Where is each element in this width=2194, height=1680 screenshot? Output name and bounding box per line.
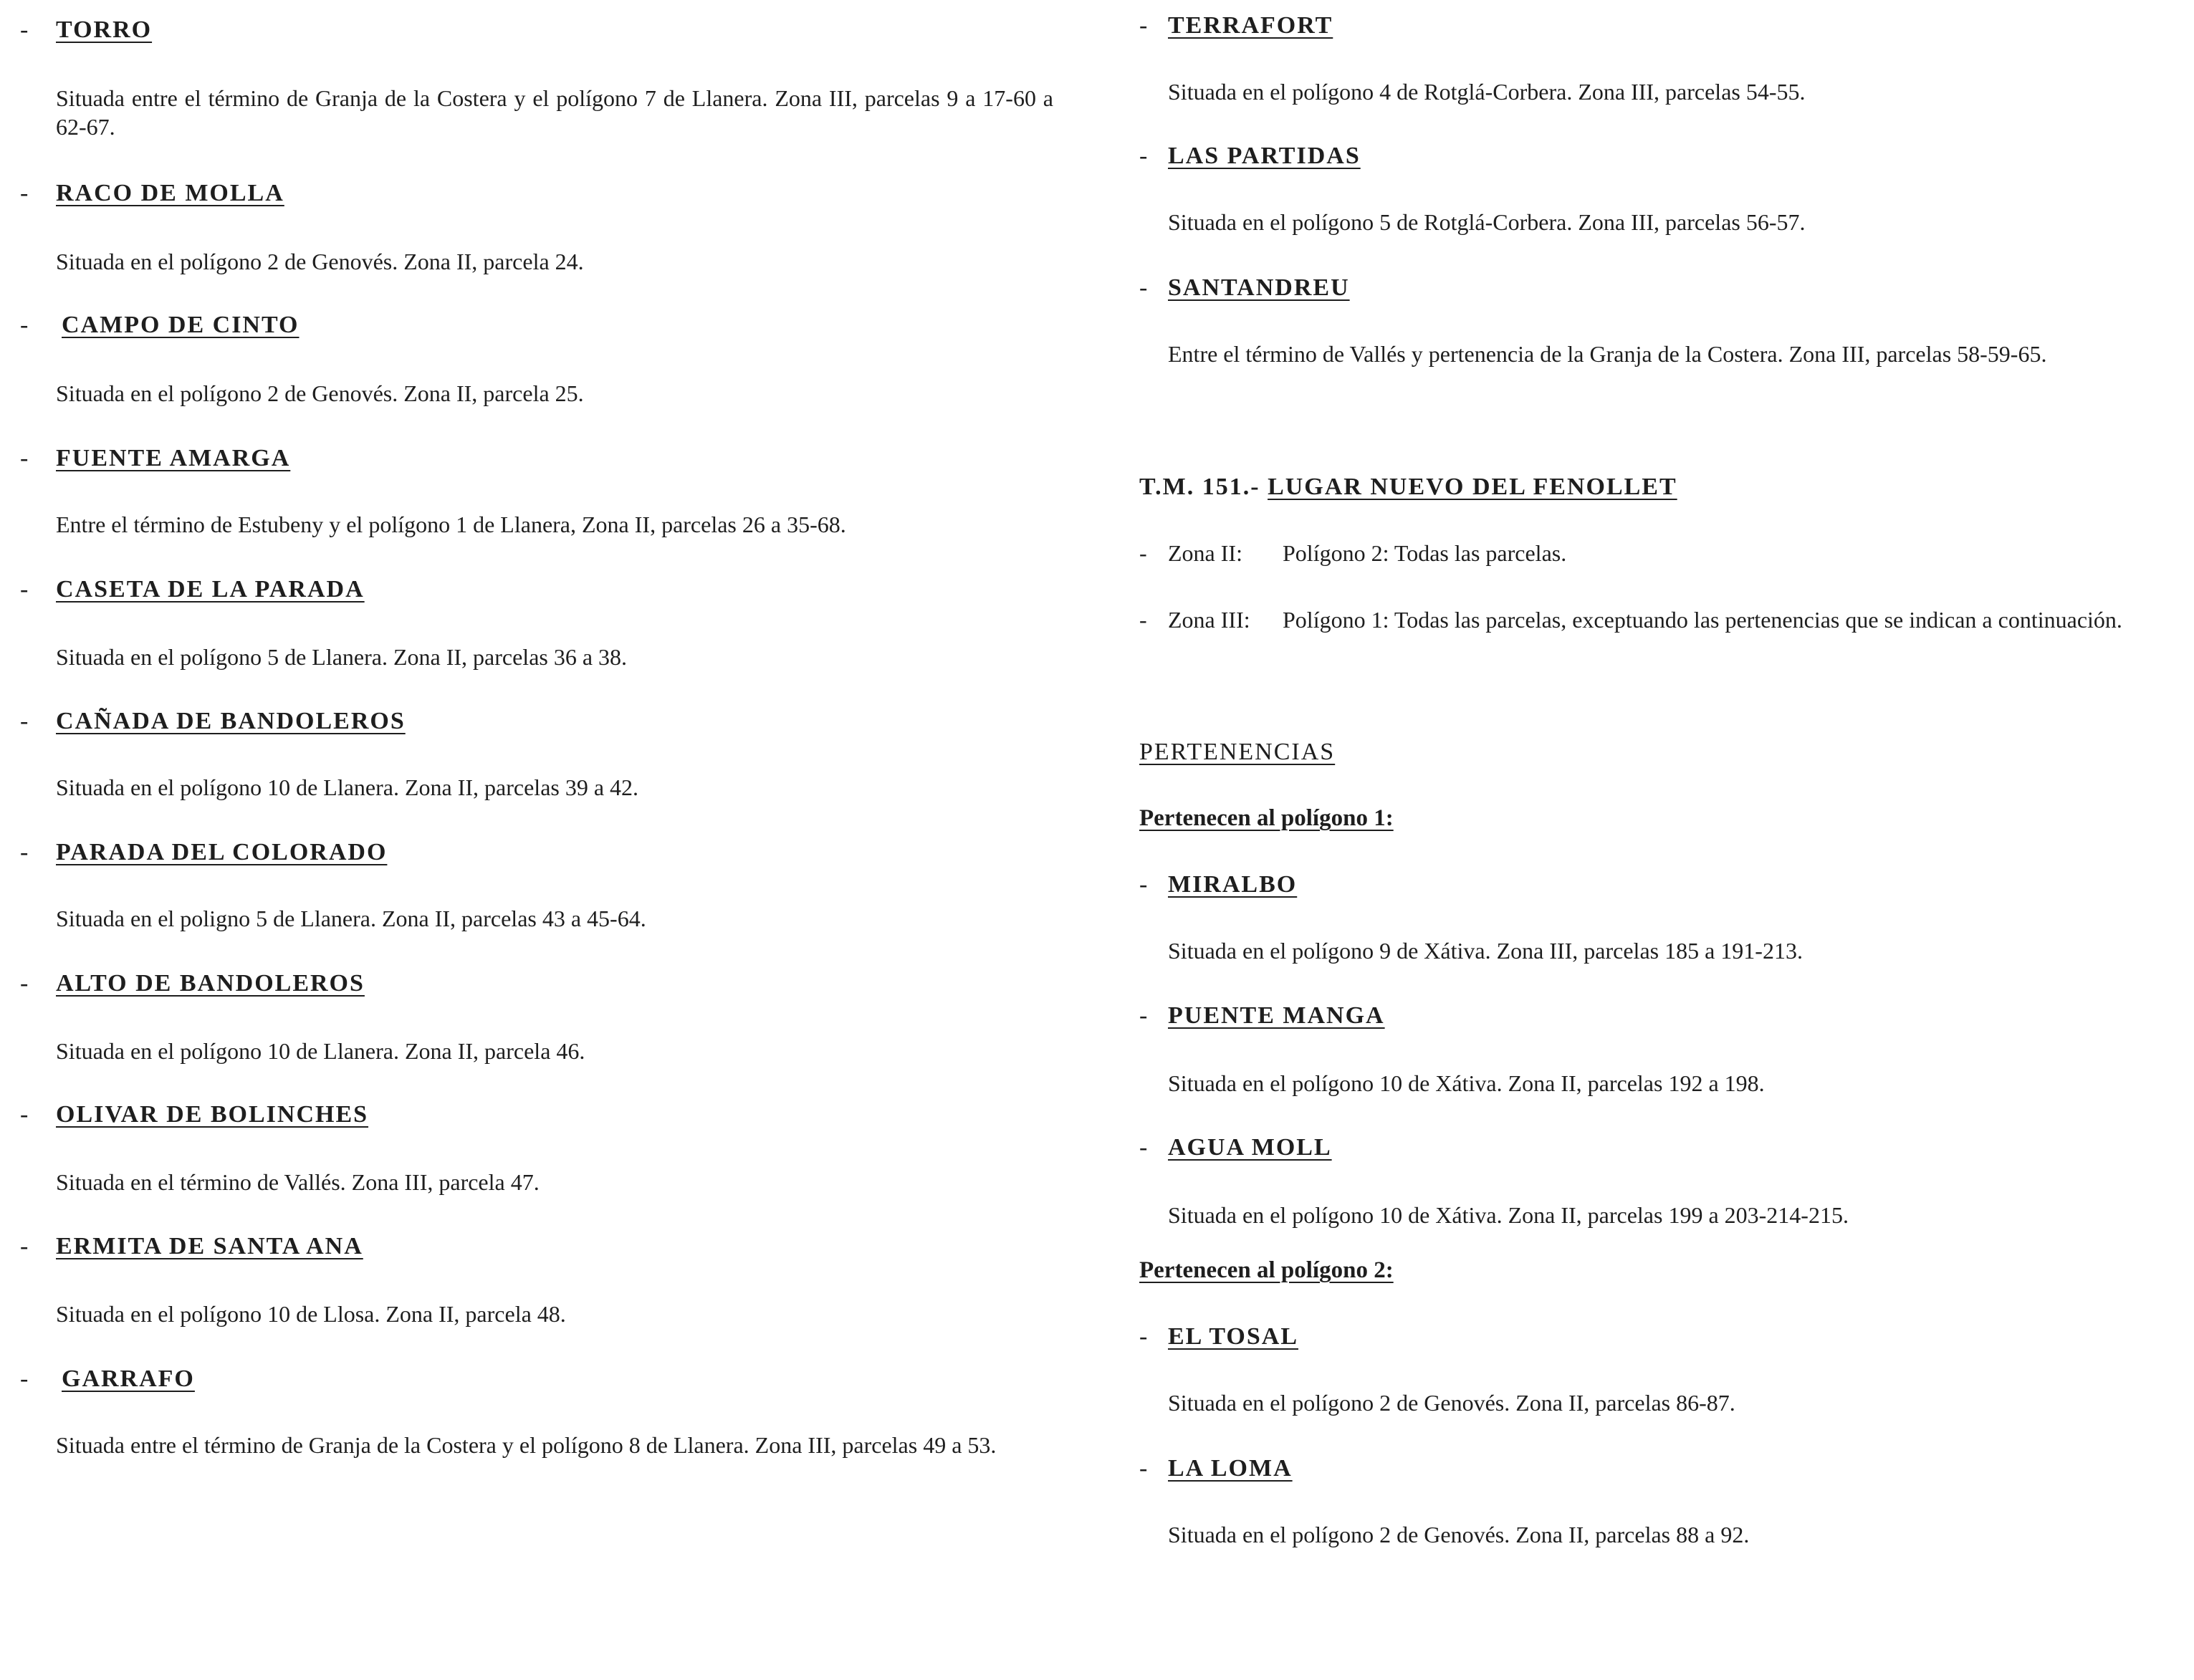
entry-description: Situada en el polígono 10 de Llosa. Zona II, parcela 48. (56, 1301, 566, 1327)
entry-description: Situada en el polígono 2 de Genovés. Zona II, parcela 25. (56, 380, 584, 406)
group-label: Pertenecen al polígono 1: (1139, 805, 1394, 831)
section-heading (1139, 473, 1677, 501)
entry-title: LA LOMA (1168, 1455, 1293, 1482)
entry-title: TORRO (56, 16, 153, 43)
entry-description: Situada en el polígono 2 de Genovés. Zona II, parcelas 86-87. (1168, 1390, 1735, 1416)
entry-description: Situada en el polígono 10 de Llanera. Zona II, parcelas 39 a 42. (56, 774, 639, 800)
bullet-dash: - (20, 708, 29, 734)
bullet-dash: - (1139, 1134, 1148, 1161)
entry-title: OLIVAR DE BOLINCHES (56, 1101, 369, 1128)
group-label: Pertenecen al polígono 2: (1139, 1257, 1394, 1283)
entry-description: Situada en el polígono 2 de Genovés. Zona II, parcela 24. (56, 249, 584, 274)
entry-description: Situada en el poligno 5 de Llanera. Zona II, parcelas 43 a 45-64. (56, 906, 646, 931)
zone-text: Polígono 1: Todas las parcelas, exceptuando las pertenencias que se indican a continuación. (1283, 607, 2122, 633)
entry-description: Situada en el polígono 2 de Genovés. Zona II, parcelas 88 a 92. (1168, 1522, 1750, 1547)
entry-title: ERMITA DE SANTA ANA (56, 1233, 363, 1259)
bullet-dash: - (20, 445, 29, 471)
entry-description: Situada en el polígono 10 de Llanera. Zona II, parcela 46. (56, 1038, 585, 1064)
bullet-dash: - (20, 312, 29, 338)
entry-description: Situada en el polígono 5 de Rotglá-Corbera. Zona III, parcelas 56-57. (1168, 209, 1806, 235)
entry-title: PARADA DEL COLORADO (56, 839, 388, 865)
entry-description: Entre el término de Estubeny y el polígono 1 de Llanera, Zona II, parcelas 26 a 35-68. (56, 512, 846, 537)
bullet-dash: - (20, 1101, 29, 1128)
zone-label: Zona III: (1168, 607, 1250, 633)
bullet-dash: - (1139, 871, 1148, 898)
bullet-dash: - (20, 970, 29, 997)
entry-title: ALTO DE BANDOLEROS (56, 970, 365, 997)
entry-title: CASETA DE LA PARADA (56, 576, 365, 603)
entry-title: LAS PARTIDAS (1168, 143, 1361, 169)
bullet-dash: - (1139, 540, 1147, 566)
entry-description: Situada en el polígono 10 de Xátiva. Zona II, parcelas 192 a 198. (1168, 1070, 1765, 1096)
bullet-dash: - (1139, 12, 1148, 39)
entry-title: GARRAFO (62, 1365, 195, 1392)
entry-description: Situada en el término de Vallés. Zona III, parcela 47. (56, 1169, 540, 1195)
entry-title: CAÑADA DE BANDOLEROS (56, 708, 406, 734)
bullet-dash: - (20, 16, 29, 43)
bullet-dash: - (1139, 274, 1148, 301)
bullet-dash: - (20, 1233, 29, 1259)
bullet-dash: - (1139, 1323, 1148, 1350)
section-title: LUGAR NUEVO DEL FENOLLET (1268, 474, 1677, 500)
entry-title: AGUA MOLL (1168, 1134, 1332, 1161)
entry-description: Entre el término de Vallés y pertenencia de la Granja de la Costera. Zona III, parcelas 58-59-65. (1168, 341, 2047, 367)
bullet-dash: - (20, 839, 29, 865)
section-prefix: T.M. 151.- (1139, 474, 1268, 500)
bullet-dash: - (20, 576, 29, 603)
entry-title: FUENTE AMARGA (56, 445, 291, 471)
entry-title: TERRAFORT (1168, 12, 1333, 39)
entry-title: PUENTE MANGA (1168, 1002, 1385, 1029)
bullet-dash: - (20, 1365, 29, 1392)
bullet-dash: - (20, 180, 29, 206)
entry-title: MIRALBO (1168, 871, 1298, 898)
entry-title: EL TOSAL (1168, 1323, 1299, 1350)
entry-description: Situada en el polígono 10 de Xátiva. Zona II, parcelas 199 a 203-214-215. (1168, 1202, 1849, 1228)
pertenencias-heading: PERTENENCIAS (1139, 739, 1336, 765)
zone-text: Polígono 2: Todas las parcelas. (1283, 540, 1567, 566)
bullet-dash: - (1139, 143, 1148, 169)
entry-description: Situada en el polígono 5 de Llanera. Zona II, parcelas 36 a 38. (56, 644, 628, 670)
entry-description: Situada entre el término de Granja de la Costera y el polígono 7 de Llanera. Zona III, parcelas 9 a 17-60 a 62-67. (56, 85, 1053, 140)
entry-title: RACO DE MOLLA (56, 180, 284, 206)
entry-title: CAMPO DE CINTO (62, 312, 300, 338)
entry-title: SANTANDREU (1168, 274, 1350, 301)
zone-label: Zona II: (1168, 540, 1242, 566)
entry-description: Situada entre el término de Granja de la Costera y el polígono 8 de Llanera. Zona III, parcelas 49 a 53. (56, 1432, 997, 1458)
bullet-dash: - (1139, 1455, 1148, 1482)
entry-description: Situada en el polígono 4 de Rotglá-Corbera. Zona III, parcelas 54-55. (1168, 79, 1806, 105)
entry-description: Situada en el polígono 9 de Xátiva. Zona III, parcelas 185 a 191-213. (1168, 938, 1803, 964)
bullet-dash: - (1139, 607, 1147, 633)
bullet-dash: - (1139, 1002, 1148, 1029)
